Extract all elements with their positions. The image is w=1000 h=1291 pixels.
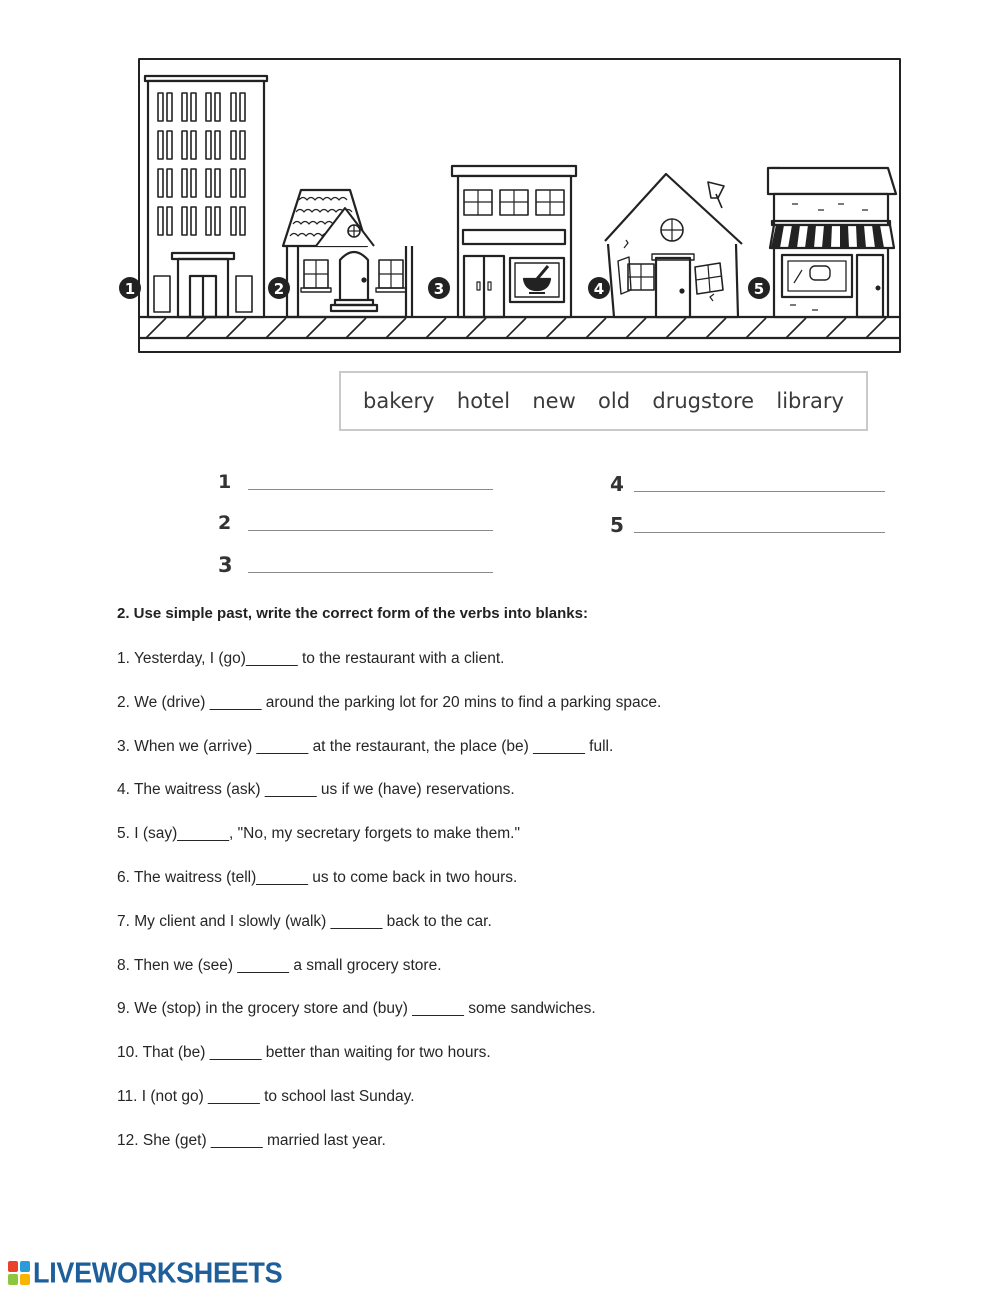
svg-text:1: 1 <box>124 280 136 298</box>
sentence-5[interactable]: 5. I (say)______, "No, my secretary forgets to make them." <box>117 825 520 843</box>
sentence-12[interactable]: 12. She (get) ______ married last year. <box>117 1131 386 1149</box>
marker-1 <box>119 277 141 299</box>
sentence-6[interactable]: 6. The waitress (tell)______ us to come back in two hours. <box>117 868 518 886</box>
answer-number: 4 <box>610 472 624 496</box>
answer-blank-2[interactable] <box>248 530 493 531</box>
answer-number: 2 <box>218 512 232 534</box>
answer-blank-1[interactable] <box>248 489 493 490</box>
sentence-7[interactable]: 7. My client and I slowly (walk) ______ back to the car. <box>117 912 492 930</box>
sentence-4[interactable]: 4. The waitress (ask) ______ us if we (have) reservations. <box>117 781 515 799</box>
exercise-2-title: 2. Use simple past, write the correct form of the verbs into blanks: <box>117 605 588 622</box>
building-5-bakery <box>768 168 896 317</box>
answer-row-4 <box>610 472 886 506</box>
answer-blank-3[interactable] <box>248 572 493 573</box>
word-bank-item: hotel <box>456 389 511 413</box>
logo-blocks-icon <box>8 1261 30 1285</box>
svg-text:3: 3 <box>433 280 445 298</box>
building-3-drugstore <box>452 166 576 317</box>
word-bank-item: library <box>776 389 844 413</box>
answer-number: 1 <box>218 471 232 493</box>
word-bank <box>339 371 868 431</box>
marker-4 <box>588 277 610 299</box>
answer-blank-4[interactable] <box>634 491 885 492</box>
word-bank-item: new <box>532 389 576 413</box>
sentence-8[interactable]: 8. Then we (see) ______ a small grocery store. <box>117 956 442 974</box>
answer-number: 3 <box>218 553 233 577</box>
sentence-1[interactable]: 1. Yesterday, I (go)______ to the restaurant with a client. <box>117 650 505 667</box>
sentence-2[interactable]: 2. We (drive) ______ around the parking lot for 20 mins to find a parking space. <box>117 693 662 711</box>
word-bank-item: drugstore <box>652 389 755 413</box>
marker-3 <box>428 277 450 299</box>
svg-text:4: 4 <box>593 280 605 298</box>
logo-text: LIVEWORKSHEETS <box>33 1256 283 1289</box>
marker-2 <box>268 277 290 299</box>
word-bank-item: bakery <box>363 389 435 413</box>
svg-text:5: 5 <box>753 280 765 298</box>
sentence-10[interactable]: 10. That (be) ______ better than waiting for two hours. <box>117 1044 491 1062</box>
answer-row-3 <box>218 553 494 587</box>
building-4-old-house <box>605 174 742 317</box>
svg-text:2: 2 <box>273 280 285 298</box>
liveworksheets-logo[interactable] <box>8 1258 282 1288</box>
building-1-tall-hotel <box>145 76 267 317</box>
sentence-9[interactable]: 9. We (stop) in the grocery store and (buy) ______ some sandwiches. <box>117 1000 596 1018</box>
sentence-11[interactable]: 11. I (not go) ______ to school last Sunday. <box>117 1087 415 1105</box>
answer-row-5 <box>610 513 886 547</box>
exercise-2-sentences <box>117 649 917 1175</box>
building-2-cottage <box>283 190 418 317</box>
answer-blank-5[interactable] <box>634 532 885 533</box>
word-bank-item: old <box>598 389 631 413</box>
sentence-3[interactable]: 3. When we (arrive) ______ at the restaurant, the place (be) ______ full. <box>117 737 614 755</box>
sidewalk <box>139 317 900 338</box>
answer-number: 5 <box>610 513 624 537</box>
marker-5 <box>748 277 770 299</box>
street-illustration <box>124 58 901 353</box>
answer-row-1 <box>218 470 494 504</box>
answer-row-2 <box>218 511 494 545</box>
